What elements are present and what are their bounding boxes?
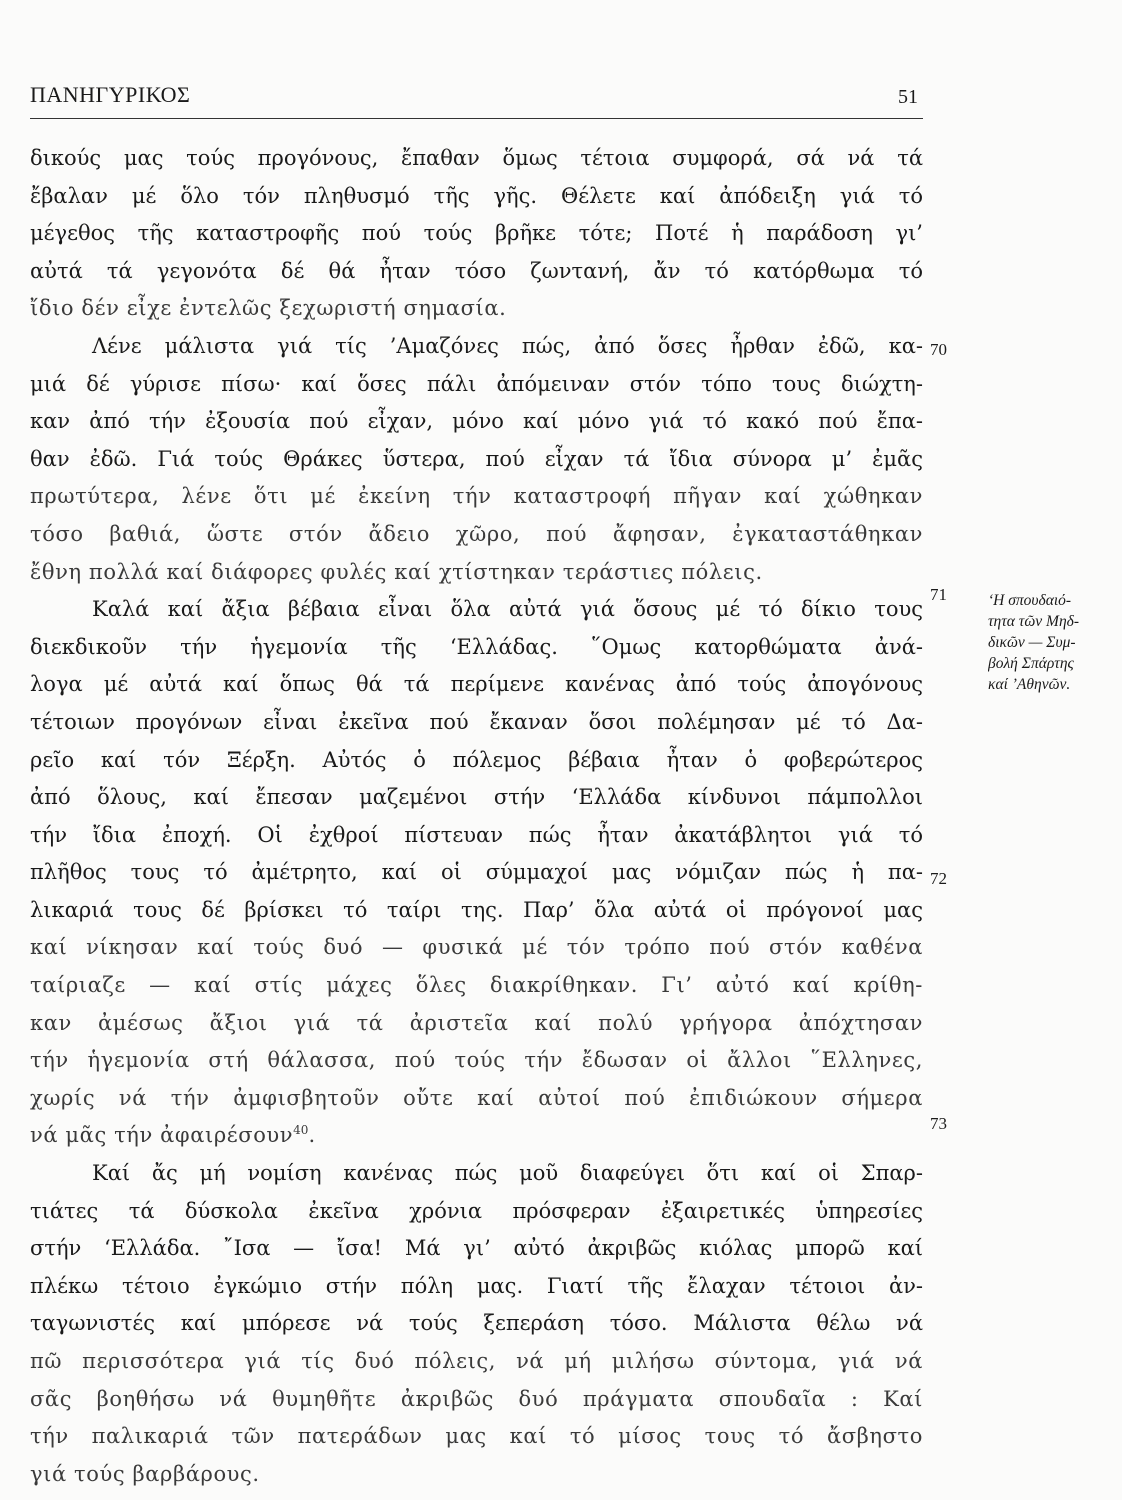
text-line: μέγεθος τῆς καταστροφῆς πού τούς βρῆκε τότε; Ποτέ ἡ παράδοση γι’ [30,221,923,246]
text-line: στήν ‘Ελλάδα. ῎Ισα — ἴσα! Μά γι’ αὐτό ἀκριβῶς κιόλας μπορῶ καί [30,1236,923,1261]
text-line: τήν ἴδια ἐποχή. Οἱ ἐχθροί πίστευαν πώς ἦταν ἀκατάβλητοι γιά τό [30,822,923,847]
text-line: θαν ἐδῶ. Γιά τούς Θράκες ὕστερα, πού εἶχαν τά ἴδια σύνορα μ’ ἐμᾶς [30,446,923,471]
text-line: τιάτες τά δύσκολα ἐκεῖνα χρόνια πρόσφεραν ἐξαιρετικές ὑπηρεσίες [30,1198,923,1223]
text-line: ἔθνη πολλά καί διάφορες φυλές καί χτίστηκαν τεράστιες πόλεις. [30,559,763,584]
text-line: μιά δέ γύρισε πίσω· καί ὅσες πάλι ἀπόμειναν στόν τόπο τους διώχτη- [30,371,923,396]
text-line: ταίριαζε — καί στίς μάχες ὅλες διακρίθηκαν. Γι’ αὐτό καί κρίθη- [30,973,923,998]
margin-section-number: 72 [930,869,947,888]
text-line: πλέκω τέτοιο ἐγκώμιο στήν πόλη μας. Γιατί τῆς ἔλαχαν τέτοιοι ἀν- [30,1273,923,1298]
text-line: λικαριά τους δέ βρίσκει τό ταίρι της. Παρ’ ὅλα αὐτά οἱ πρόγονοί μας [30,897,923,922]
sidenote-line: τητα τῶν Μηδ- [988,613,1080,630]
margin-section-number: 71 [930,585,947,604]
text-line: δικούς μας τούς προγόνους, ἔπαθαν ὅμως τέτοια συμφορά, σά νά τά [30,146,923,170]
text-line: καν ἀπό τήν ἐξουσία πού εἶχαν, μόνο καί μόνο γιά τό κακό πού ἔπα- [30,409,923,434]
page-header-title: ΠΑΝΗΓΥΡΙΚΟΣ [30,82,191,107]
text-line: πλῆθος τους τό ἀμέτρητο, καί οἱ σύμμαχοί μας νόμιζαν πώς ἡ πα- [30,860,923,885]
text-line: ἴδιο δέν εἶχε ἐντελῶς ξεχωριστή σημασία. [30,296,507,321]
text-line: πῶ περισσότερα γιά τίς δυό πόλεις, νά μή μιλήσω σύντομα, γιά νά [30,1349,923,1373]
text-line: Καί ἄς μή νομίση κανένας πώς μοῦ διαφεύγει ὅτι καί οἱ Σπαρ- [92,1161,923,1186]
text-line: Καλά καί ἄξια βέβαια εἶναι ὅλα αὐτά γιά ὅσους μέ τό δίκιο τους [92,597,923,622]
page-number: 51 [898,86,918,108]
text-line: καν ἀμέσως ἄξιοι γιά τά ἀριστεῖα καί πολύ γρήγορα ἀπόχτησαν [30,1010,923,1035]
text-line: γιά τούς βαρβάρους. [30,1461,260,1486]
sidenote-line: βολή Σπάρτης [988,655,1074,672]
text-line: ταγωνιστές καί μπόρεσε νά τούς ξεπεράση τόσο. Μάλιστα θέλω νά [30,1311,923,1336]
text-line: καί νίκησαν καί τούς δυό — φυσικά μέ τόν τρόπο πού στόν καθένα [30,935,923,960]
text-line: νά μᾶς τήν ἀφαιρέσουν$^{40}$. [30,1123,316,1148]
text-line: ἔβαλαν μέ ὅλο τόν πληθυσμό τῆς γῆς. Θέλετε καί ἀπόδειξη γιά τό [30,183,923,208]
text-line: τόσο βαθιά, ὥστε στόν ἄδειο χῶρο, πού ἄφησαν, ἐγκαταστάθηκαν [30,521,923,546]
header-rule [30,118,923,119]
text-line: πρωτύτερα, λένε ὅτι μέ ἐκείνη τήν καταστροφή πῆγαν καί χώθηκαν [30,484,923,509]
text-line: τήν παλικαριά τῶν πατεράδων μας καί τό μίσος τους τό ἄσβηστο [30,1424,923,1449]
text-line: διεκδικοῦν τήν ἡγεμονία τῆς ‘Ελλάδας. ῞Ομως κατορθώματα ἀνά- [30,634,923,659]
text-line: τήν ἡγεμονία στή θάλασσα, πού τούς τήν ἔδωσαν οἱ ἄλλοι ῞Ελληνες, [30,1048,923,1073]
text-line: τέτοιων προγόνων εἶναι ἐκεῖνα πού ἔκαναν ὅσοι πολέμησαν μέ τό Δα- [30,709,923,734]
text-line: χωρίς νά τήν ἀμφισβητοῦν οὔτε καί αὐτοί πού ἐπιδιώκουν σήμερα [30,1085,923,1110]
margin-section-number: 73 [930,1114,947,1133]
text-line: σᾶς βοηθήσω νά θυμηθῆτε ἀκριβῶς δυό πράγματα σπουδαῖα : Καί [30,1386,923,1411]
text-line: Λένε μάλιστα γιά τίς ’Αμαζόνες πώς, ἀπό ὅσες ἦρθαν ἐδῶ, κα- [92,333,923,358]
sidenote-line: καί ’Αθηνῶν. [988,676,1071,693]
text-line: ρεῖο καί τόν Ξέρξη. Αὐτός ὁ πόλεμος βέβαια ἦταν ὁ φοβερώτερος [30,747,923,772]
body-text [30,140,923,1493]
text-line: αὐτά τά γεγονότα δέ θά ἦταν τόσο ζωντανή, ἄν τό κατόρθωμα τό [30,258,923,283]
sidenote-line: ‘Η σπουδαιό- [988,592,1072,609]
text-line: ἀπό ὅλους, καί ἔπεσαν μαζεμένοι στήν ‘Ελλάδα κίνδυνοι πάμπολλοι [30,785,923,810]
margin-sidenote [988,590,1122,695]
footnote-reference[interactable]: 40 [293,1123,309,1138]
margin-section-number: 70 [930,340,947,359]
sidenote-line: δικῶν — Συμ- [988,634,1076,651]
text-line: λογα μέ αὐτά καί ὅπως θά τά περίμενε κανένας ἀπό τούς ἀπογόνους [30,672,923,697]
